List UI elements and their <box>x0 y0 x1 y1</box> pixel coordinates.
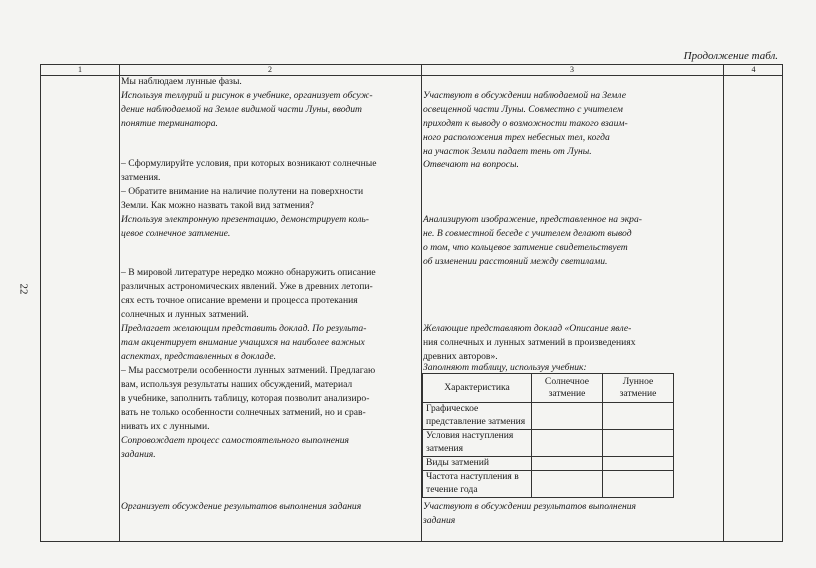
row-label: Частота наступления в течение года <box>423 471 532 498</box>
column-divider <box>119 65 120 541</box>
empty-cell <box>603 430 674 457</box>
table-row <box>423 403 674 430</box>
teacher-line: в учебнике, заполнить таблицу, которая позволит анализиро- <box>121 393 370 404</box>
student-line: ния солнечных и лунных затмений в произведениях <box>423 337 636 348</box>
table-row <box>423 457 674 471</box>
table-row <box>423 471 674 498</box>
empty-cell <box>532 471 603 498</box>
student-line: о том, что кольцевое затмение свидетельствует <box>423 242 628 253</box>
continuation-label: Продолжение табл. <box>683 50 778 62</box>
student-line: Анализируют изображение, представленное на экра- <box>423 214 642 225</box>
teacher-line: задания. <box>121 449 156 460</box>
teacher-line: Используя электронную презентацию, демонстрирует коль- <box>121 214 369 225</box>
teacher-line: сях есть точное описание времени и процесса протекания <box>121 295 358 306</box>
student-line: приходят к выводу о возможности такого взаим- <box>423 118 628 129</box>
teacher-line: – В мировой литературе нередко можно обнаружить описание <box>121 267 376 278</box>
row-label: Условия наступления затмения <box>423 430 532 457</box>
header-characteristic: Характеристика <box>423 374 532 403</box>
column-divider <box>723 65 724 541</box>
student-line: Желающие представляют доклад «Описание явле- <box>423 323 632 334</box>
row-label: Графическое представление затмения <box>423 403 532 430</box>
empty-cell <box>603 403 674 430</box>
column-number-3: 3 <box>570 65 574 74</box>
teacher-line: Используя теллурий и рисунок в учебнике, организует обсуж- <box>121 90 373 101</box>
empty-cell <box>532 403 603 430</box>
teacher-line: Земли. Как можно назвать такой вид затмения? <box>121 200 314 211</box>
teacher-line: различных астрономических явлений. Уже в древних летопи- <box>121 281 373 292</box>
teacher-line: вам, используя результаты наших обсуждений, материал <box>121 379 353 390</box>
teacher-line: нивать их с лунными. <box>121 421 210 432</box>
teacher-line: там акцентирует внимание учащихся на наиболее важных <box>121 337 365 348</box>
header-solar-eclipse: Солнечное затмение <box>532 374 603 403</box>
student-line: задания <box>423 515 456 526</box>
teacher-line: аспектах, представленных в докладе. <box>121 351 277 362</box>
table-header-row <box>423 374 674 403</box>
teacher-line: Предлагает желающим представить доклад. По результа- <box>121 323 367 334</box>
student-line: Отвечают на вопросы. <box>423 159 519 170</box>
teacher-line: понятие терминатора. <box>121 118 218 129</box>
teacher-line: – Сформулируйте условия, при которых возникают солнечные <box>121 158 377 169</box>
column-number-4: 4 <box>751 65 756 74</box>
teacher-line: Мы наблюдаем лунные фазы. <box>121 76 242 87</box>
student-line: древних авторов». <box>423 351 498 362</box>
header-lunar-eclipse: Лунное затмение <box>603 374 674 403</box>
eclipse-comparison-table <box>422 373 674 498</box>
table-row <box>423 430 674 457</box>
student-line: Заполняют таблицу, используя учебник: <box>423 362 587 373</box>
column-number-1: 1 <box>78 65 82 74</box>
teacher-line: Организует обсуждение результатов выполнения задания <box>121 501 362 512</box>
teacher-line: солнечных и лунных затмений. <box>121 309 249 320</box>
student-line: Участвуют в обсуждении наблюдаемой на Земле <box>423 90 626 101</box>
student-line: не. В совместной беседе с учителем делают вывод <box>423 228 632 239</box>
student-line: на участок Земли падает тень от Луны. <box>423 146 592 157</box>
teacher-line: Сопровождает процесс самостоятельного выполнения <box>121 435 350 446</box>
empty-cell <box>532 457 603 471</box>
empty-cell <box>603 457 674 471</box>
empty-cell <box>532 430 603 457</box>
student-line: Участвуют в обсуждении результатов выполнения <box>423 501 636 512</box>
student-line: освещенной части Луны. Совместно с учителем <box>423 104 623 115</box>
teacher-line: вать не только особенности солнечных затмений, но и срав- <box>121 407 366 418</box>
teacher-line: цевое солнечное затмение. <box>121 228 231 239</box>
teacher-line: – Обратите внимание на наличие полутени на поверхности <box>121 186 364 197</box>
student-line: об изменении расстояний между светилами. <box>423 256 608 267</box>
teacher-line: – Мы рассмотрели особенности лунных затмений. Предлагаю <box>121 365 376 376</box>
row-label: Виды затмений <box>423 457 532 471</box>
empty-cell <box>603 471 674 498</box>
teacher-line: дение наблюдаемой на Земле видимой части Луны, вводит <box>121 104 362 115</box>
page-number: 22 <box>17 283 30 295</box>
student-line: ного расположения трех небесных тел, когда <box>423 132 610 143</box>
teacher-line: затмения. <box>121 172 161 183</box>
column-number-2: 2 <box>268 65 272 74</box>
